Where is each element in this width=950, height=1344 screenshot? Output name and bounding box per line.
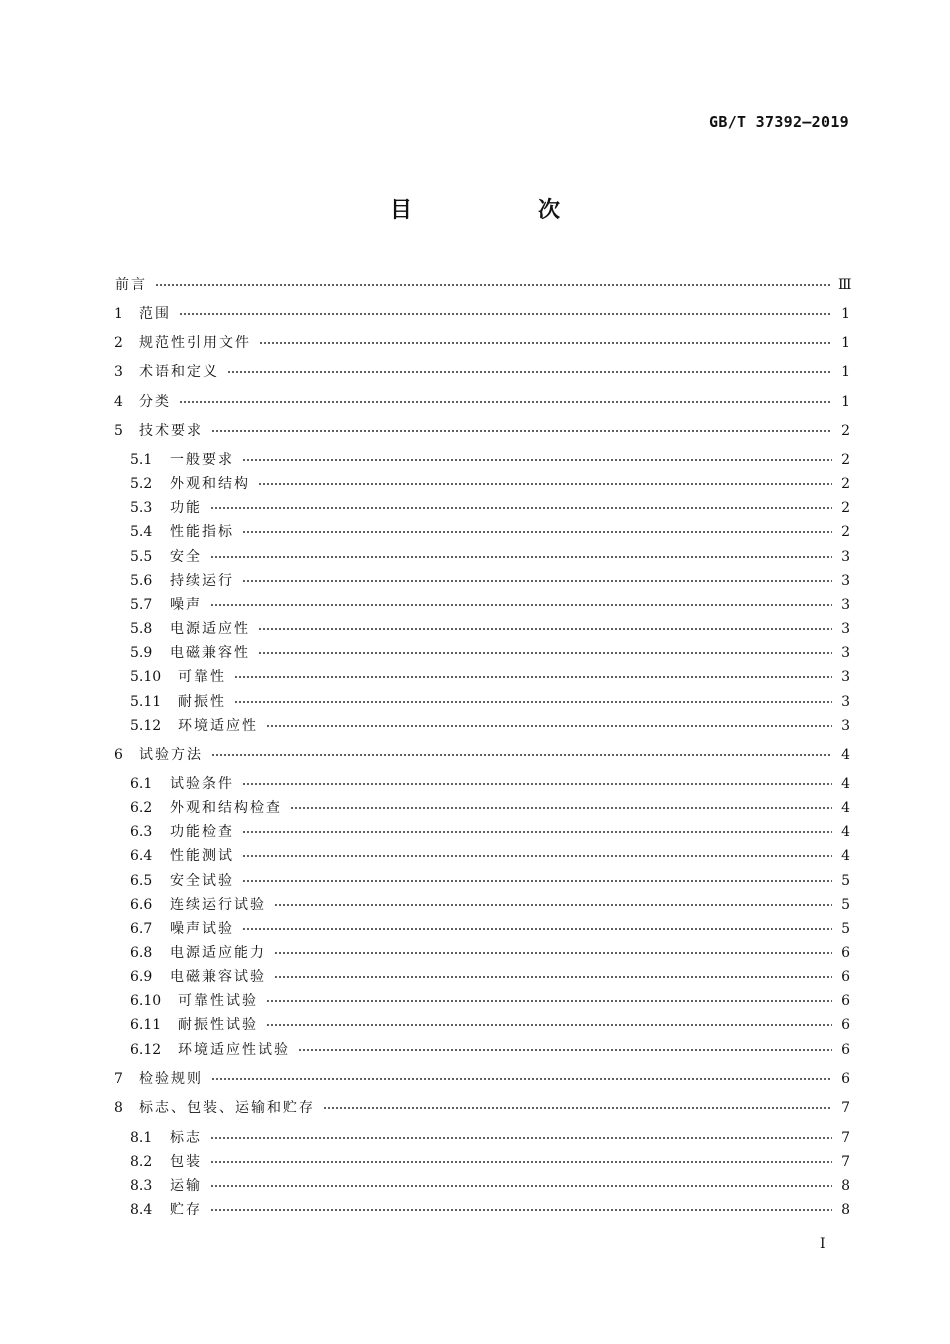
toc-entry-page: 3 [841, 549, 850, 565]
toc-leader-dots [274, 943, 832, 963]
toc-entry[interactable] [0, 547, 950, 567]
toc-entry-label: 性能指标 [170, 524, 234, 540]
toc-entry[interactable] [0, 895, 950, 915]
toc-entry-page: 3 [841, 645, 850, 661]
toc-leader-dots [242, 846, 832, 866]
toc-entry-number: 6.9 [130, 969, 153, 985]
toc-entry[interactable] [0, 421, 950, 441]
toc-leader-dots [274, 895, 832, 915]
toc-entry-page: 6 [841, 945, 850, 961]
toc-entry[interactable] [0, 667, 950, 687]
toc-entry-number: 5.10 [130, 669, 162, 685]
toc-entry-number: 2 [114, 335, 123, 351]
toc-entry-number: 5.2 [130, 476, 153, 492]
toc-entry-number: 5 [114, 423, 123, 439]
toc-entry-page: 2 [841, 452, 850, 468]
toc-entry[interactable] [0, 822, 950, 842]
toc-entry[interactable] [0, 1200, 950, 1220]
toc-entry-label: 噪声试验 [170, 921, 234, 937]
toc-entry-page: 6 [841, 1042, 850, 1058]
toc-entry[interactable] [0, 498, 950, 518]
toc-entry-number: 7 [114, 1071, 123, 1087]
toc-entry-label: 电源适应性 [170, 621, 250, 637]
toc-entry-label: 安全 [170, 549, 202, 565]
toc-entry[interactable] [0, 1040, 950, 1060]
toc-entry[interactable] [0, 333, 950, 353]
toc-entry-page: 2 [841, 423, 850, 439]
toc-entry[interactable] [0, 275, 950, 295]
toc-entry[interactable] [0, 1176, 950, 1196]
toc-entry-label: 持续运行 [170, 573, 234, 589]
toc-entry-page: 1 [841, 335, 850, 351]
toc-entry-number: 6.8 [130, 945, 153, 961]
toc-entry-label: 耐振性 [178, 694, 226, 710]
toc-leader-dots [258, 474, 832, 494]
toc-entry-page: 3 [841, 573, 850, 589]
toc-entry-page: 3 [841, 694, 850, 710]
toc-entry-label: 外观和结构检查 [170, 800, 282, 816]
toc-entry-label: 环境适应性试验 [178, 1042, 290, 1058]
toc-entry-page: 7 [841, 1154, 850, 1170]
toc-entry-label: 标志、包装、运输和贮存 [139, 1100, 315, 1116]
toc-entry[interactable] [0, 798, 950, 818]
toc-entry-label: 运输 [170, 1178, 202, 1194]
toc-leader-dots [242, 450, 832, 470]
toc-leader-dots [242, 871, 832, 891]
toc-entry-page: 3 [841, 718, 850, 734]
toc-entry-number: 5.11 [130, 694, 162, 710]
toc-leader-dots [234, 667, 832, 687]
toc-entry-label: 试验条件 [170, 776, 234, 792]
toc-entry-label: 检验规则 [139, 1071, 203, 1087]
toc-entry-number: 6 [114, 747, 123, 763]
toc-entry[interactable] [0, 392, 950, 412]
toc-entry-page: 4 [841, 776, 850, 792]
toc-entry-number: 6.5 [130, 873, 153, 889]
toc-leader-dots [211, 745, 832, 765]
page-title: 目 次 [389, 198, 612, 223]
toc-entry-label: 包装 [170, 1154, 202, 1170]
toc-entry-label: 电磁兼容性 [170, 645, 250, 661]
toc-entry-label: 电源适应能力 [170, 945, 266, 961]
toc-entry-number: 5.4 [130, 524, 153, 540]
toc-entry-page: 1 [841, 364, 850, 380]
toc-entry-number: 8.2 [130, 1154, 153, 1170]
toc-entry-page: 2 [841, 524, 850, 540]
toc-leader-dots [179, 304, 832, 324]
toc-leader-dots [274, 967, 832, 987]
toc-entry-page: 1 [841, 306, 850, 322]
footer-page-number: I [820, 1236, 826, 1252]
toc-entry-page: 7 [841, 1100, 850, 1116]
toc-leader-dots [210, 547, 832, 567]
toc-entry-label: 可靠性 [178, 669, 226, 685]
toc-entry[interactable] [0, 692, 950, 712]
toc-entry[interactable] [0, 919, 950, 939]
toc-leader-dots [323, 1098, 832, 1118]
toc-entry[interactable] [0, 871, 950, 891]
toc-entry-label: 安全试验 [170, 873, 234, 889]
toc-entry-number: 5.1 [130, 452, 153, 468]
toc-entry-page: 2 [841, 500, 850, 516]
toc-entry-page: 4 [841, 848, 850, 864]
toc-entry-number: 6.1 [130, 776, 153, 792]
toc-entry[interactable] [0, 1152, 950, 1172]
toc-entry-label: 电磁兼容试验 [170, 969, 266, 985]
toc-leader-dots [210, 1152, 832, 1172]
toc-entry-label: 前言 [115, 277, 147, 293]
toc-entry[interactable] [0, 362, 950, 382]
toc-entry-label: 耐振性试验 [178, 1017, 258, 1033]
toc-entry-page: 6 [841, 993, 850, 1009]
toc-leader-dots [242, 774, 832, 794]
toc-entry[interactable] [0, 1069, 950, 1089]
toc-entry-label: 技术要求 [139, 423, 203, 439]
toc-entry-label: 分类 [139, 394, 171, 410]
toc-entry-label: 可靠性试验 [178, 993, 258, 1009]
toc-entry-page: 5 [841, 873, 850, 889]
toc-leader-dots [179, 392, 832, 412]
toc-entry-label: 规范性引用文件 [139, 335, 251, 351]
toc-entry-number: 6.10 [130, 993, 162, 1009]
toc-entry[interactable] [0, 522, 950, 542]
toc-leader-dots [211, 421, 832, 441]
toc-leader-dots [266, 1015, 832, 1035]
toc-leader-dots [211, 1069, 832, 1089]
toc-entry-number: 5.7 [130, 597, 153, 613]
toc-entry[interactable] [0, 450, 950, 470]
toc-entry[interactable] [0, 846, 950, 866]
toc-entry[interactable] [0, 595, 950, 615]
toc-entry[interactable] [0, 571, 950, 591]
toc-entry[interactable] [0, 967, 950, 987]
toc-entry-number: 6.11 [130, 1017, 162, 1033]
toc-entry-number: 6.7 [130, 921, 153, 937]
toc-entry-number: 4 [114, 394, 123, 410]
toc-entry-number: 5.6 [130, 573, 153, 589]
toc-entry-page: 3 [841, 621, 850, 637]
toc-entry-page: 6 [841, 1017, 850, 1033]
toc-entry[interactable] [0, 716, 950, 736]
toc-leader-dots [155, 275, 832, 295]
toc-entry-page: 6 [841, 969, 850, 985]
toc-entry-label: 功能 [170, 500, 202, 516]
toc-leader-dots [242, 522, 832, 542]
toc-entry-number: 6.4 [130, 848, 153, 864]
toc-entry-label: 功能检查 [170, 824, 234, 840]
toc-entry-label: 连续运行试验 [170, 897, 266, 913]
toc-entry-number: 8 [114, 1100, 123, 1116]
toc-entry-number: 8.1 [130, 1130, 153, 1146]
toc-entry-label: 噪声 [170, 597, 202, 613]
toc-entry-label: 性能测试 [170, 848, 234, 864]
toc-leader-dots [242, 822, 832, 842]
toc-leader-dots [210, 1128, 832, 1148]
toc-entry-number: 5.9 [130, 645, 153, 661]
toc-entry-label: 标志 [170, 1130, 202, 1146]
toc-entry-number: 5.12 [130, 718, 162, 734]
toc-entry-number: 6.3 [130, 824, 153, 840]
toc-entry-label: 外观和结构 [170, 476, 250, 492]
standard-number: GB/T 37392—2019 [709, 113, 849, 131]
toc-leader-dots [234, 692, 832, 712]
toc-entry-number: 6.2 [130, 800, 153, 816]
toc-entry-number: 5.5 [130, 549, 153, 565]
toc-entry-label: 术语和定义 [139, 364, 219, 380]
toc-entry-page: 4 [841, 824, 850, 840]
toc-leader-dots [227, 362, 832, 382]
toc-entry[interactable] [0, 619, 950, 639]
toc-leader-dots [210, 498, 832, 518]
toc-entry[interactable] [0, 991, 950, 1011]
toc-leader-dots [242, 919, 832, 939]
toc-entry-page: 8 [841, 1202, 850, 1218]
toc-entry[interactable] [0, 643, 950, 663]
toc-entry-number: 3 [114, 364, 123, 380]
toc-entry[interactable] [0, 1128, 950, 1148]
toc-entry-label: 试验方法 [139, 747, 203, 763]
toc-leader-dots [258, 619, 832, 639]
toc-entry[interactable] [0, 745, 950, 765]
toc-entry[interactable] [0, 474, 950, 494]
toc-entry[interactable] [0, 1098, 950, 1118]
toc-leader-dots [290, 798, 832, 818]
toc-leader-dots [210, 595, 832, 615]
toc-entry-page: 8 [841, 1178, 850, 1194]
toc-entry-page: 3 [841, 669, 850, 685]
toc-leader-dots [259, 333, 832, 353]
toc-entry-number: 6.12 [130, 1042, 162, 1058]
toc-leader-dots [210, 1200, 832, 1220]
toc-entry-page: 2 [841, 476, 850, 492]
toc-entry-number: 5.3 [130, 500, 153, 516]
toc-entry-page: 7 [841, 1130, 850, 1146]
toc-entry-label: 一般要求 [170, 452, 234, 468]
toc-leader-dots [210, 1176, 832, 1196]
toc-leader-dots [266, 991, 832, 1011]
toc-entry-page: 4 [841, 800, 850, 816]
toc-entry-label: 贮存 [170, 1202, 202, 1218]
toc-entry-number: 8.4 [130, 1202, 153, 1218]
toc-leader-dots [258, 643, 832, 663]
toc-entry-page: 3 [841, 597, 850, 613]
toc-entry-page: 1 [841, 394, 850, 410]
toc-entry-number: 6.6 [130, 897, 153, 913]
toc-entry-page: 6 [841, 1071, 850, 1087]
toc-entry-number: 5.8 [130, 621, 153, 637]
toc-entry-number: 8.3 [130, 1178, 153, 1194]
toc-leader-dots [298, 1040, 832, 1060]
toc-entry-page: Ⅲ [838, 277, 852, 293]
toc-entry-label: 范围 [139, 306, 171, 322]
toc-leader-dots [266, 716, 832, 736]
toc-entry[interactable] [0, 304, 950, 324]
toc-entry[interactable] [0, 774, 950, 794]
toc-entry-page: 5 [841, 921, 850, 937]
toc-leader-dots [242, 571, 832, 591]
toc-entry-number: 1 [114, 306, 123, 322]
toc-entry[interactable] [0, 943, 950, 963]
toc-entry-label: 环境适应性 [178, 718, 258, 734]
toc-entry[interactable] [0, 1015, 950, 1035]
toc-entry-page: 4 [841, 747, 850, 763]
toc-entry-page: 5 [841, 897, 850, 913]
